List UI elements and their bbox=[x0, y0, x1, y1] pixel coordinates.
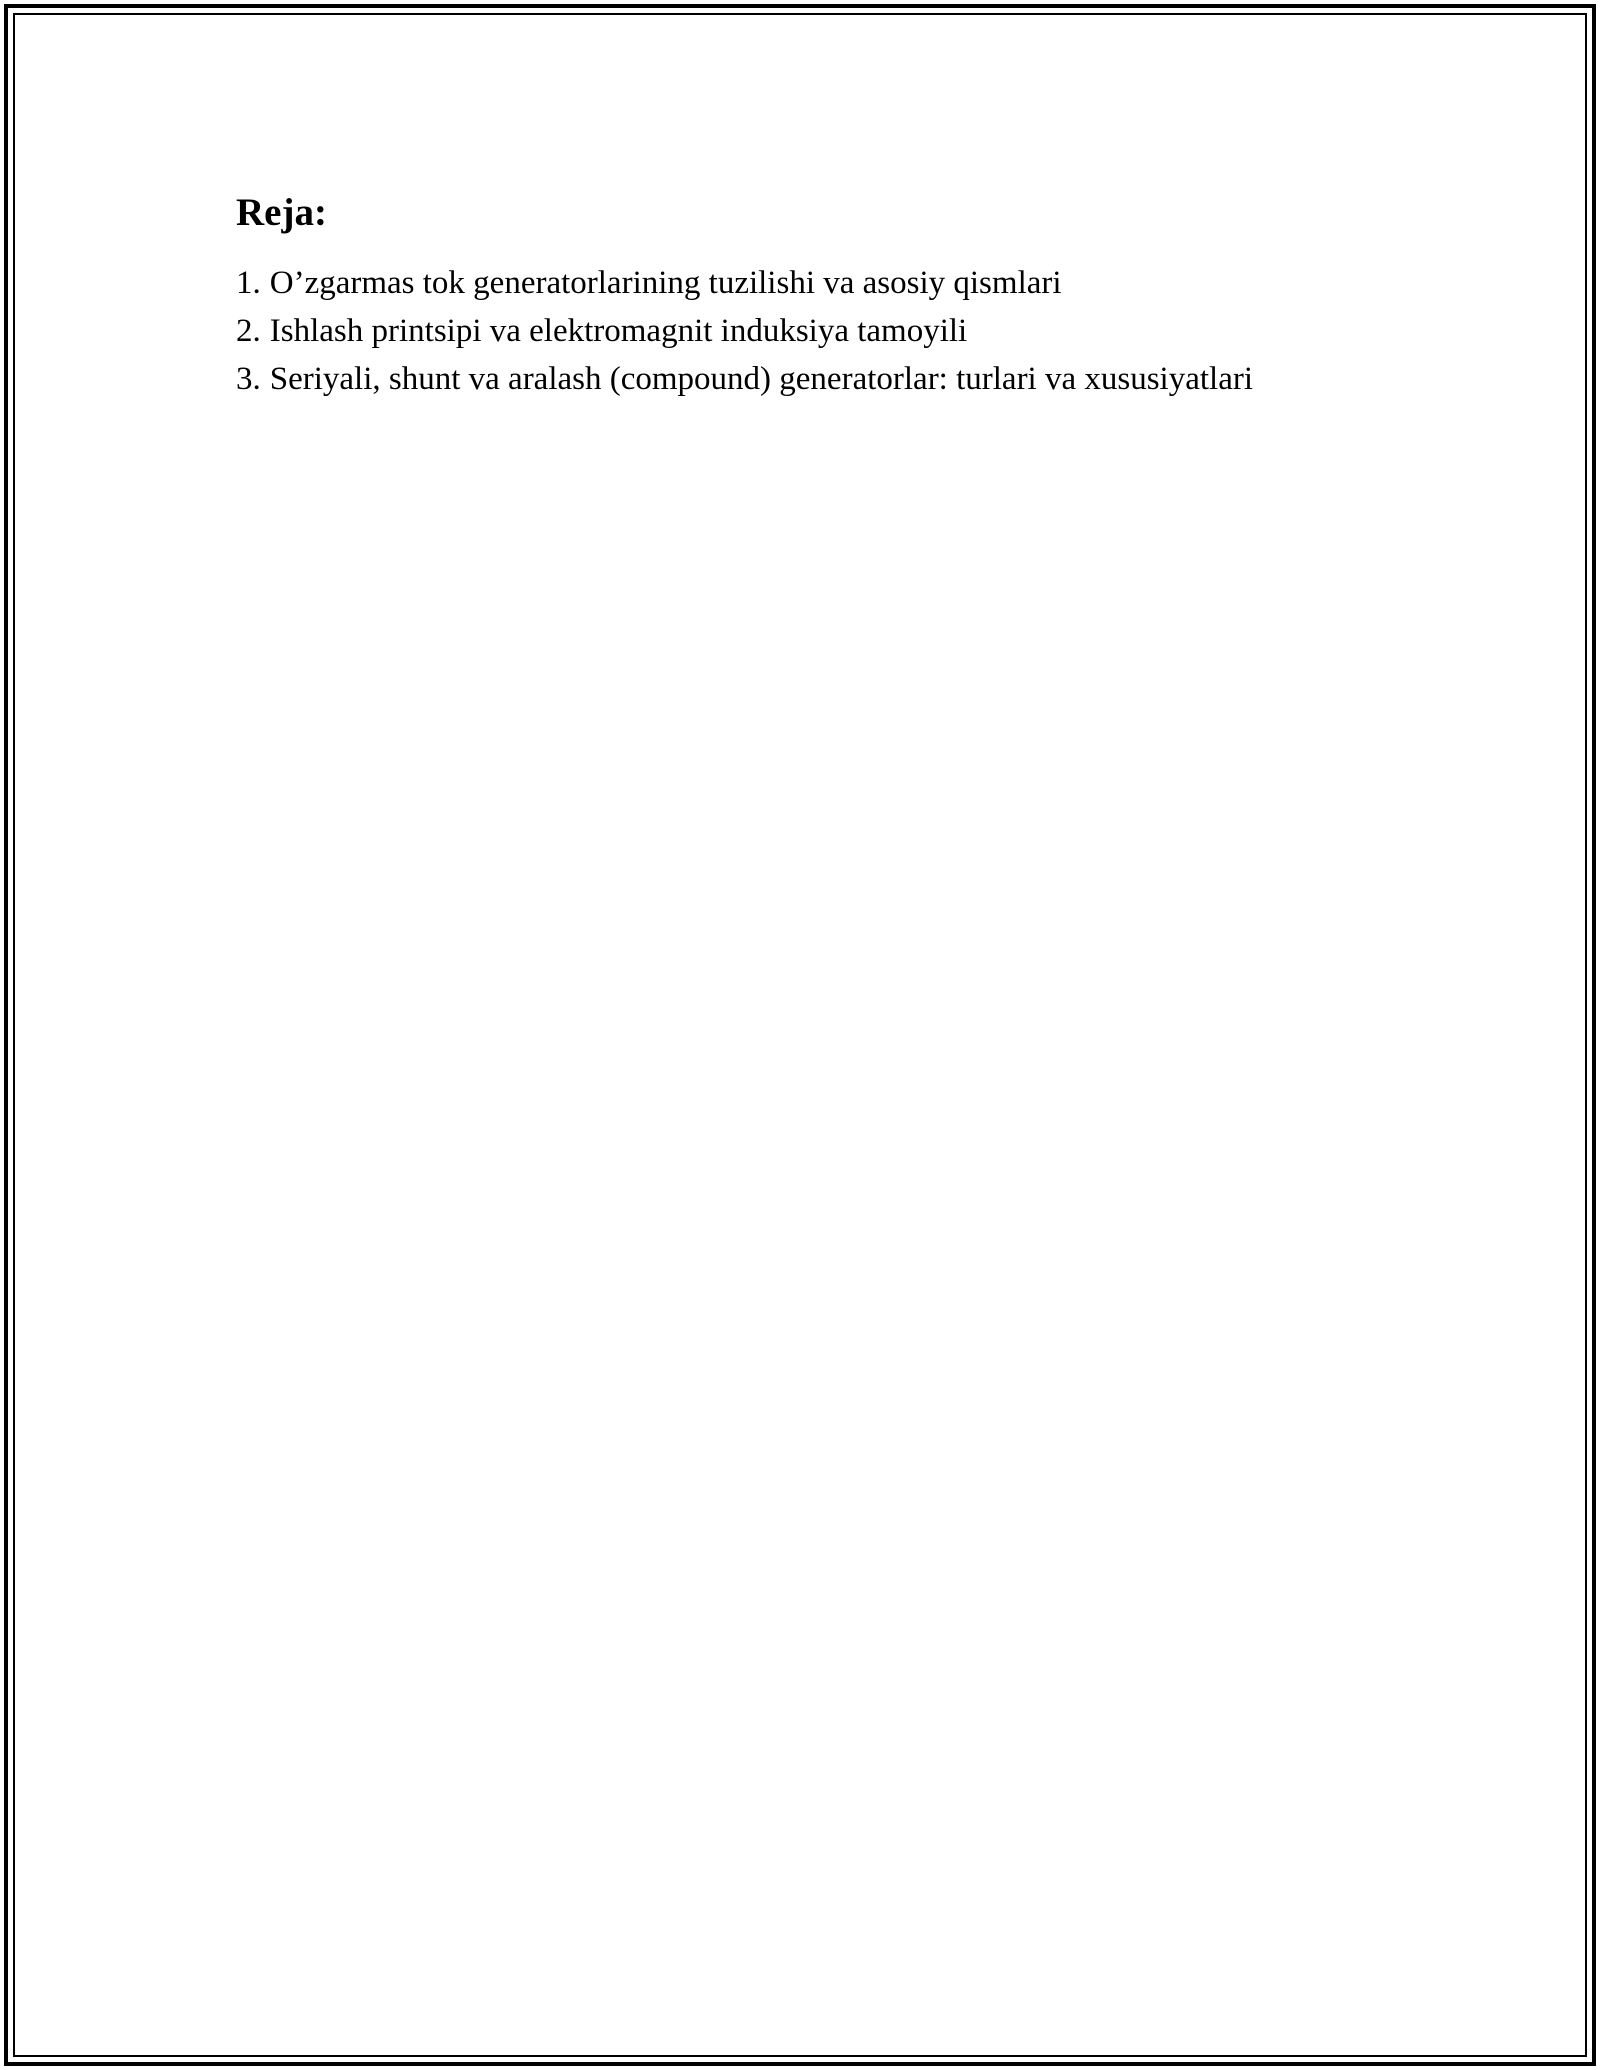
plan-item-text: Seriyali, shunt va aralash (compound) generatorlar: turlari va xususiyatlari bbox=[269, 361, 1254, 397]
plan-item-text: O’zgarmas tok generatorlarining tuzilishi va asosiy qismlari bbox=[269, 265, 1062, 301]
document-body bbox=[236, 185, 1456, 403]
plan-list bbox=[236, 259, 1456, 403]
plan-item-number: 2. bbox=[236, 313, 261, 349]
plan-item-number: 1. bbox=[236, 265, 261, 301]
plan-heading: Reja: bbox=[236, 191, 327, 234]
plan-item-text: Ishlash printsipi va elektromagnit induksiya tamoyili bbox=[269, 313, 968, 349]
plan-item-2 bbox=[236, 307, 1456, 355]
plan-item-3 bbox=[236, 355, 1456, 403]
plan-item-number: 3. bbox=[236, 361, 261, 397]
plan-item-1 bbox=[236, 259, 1456, 307]
